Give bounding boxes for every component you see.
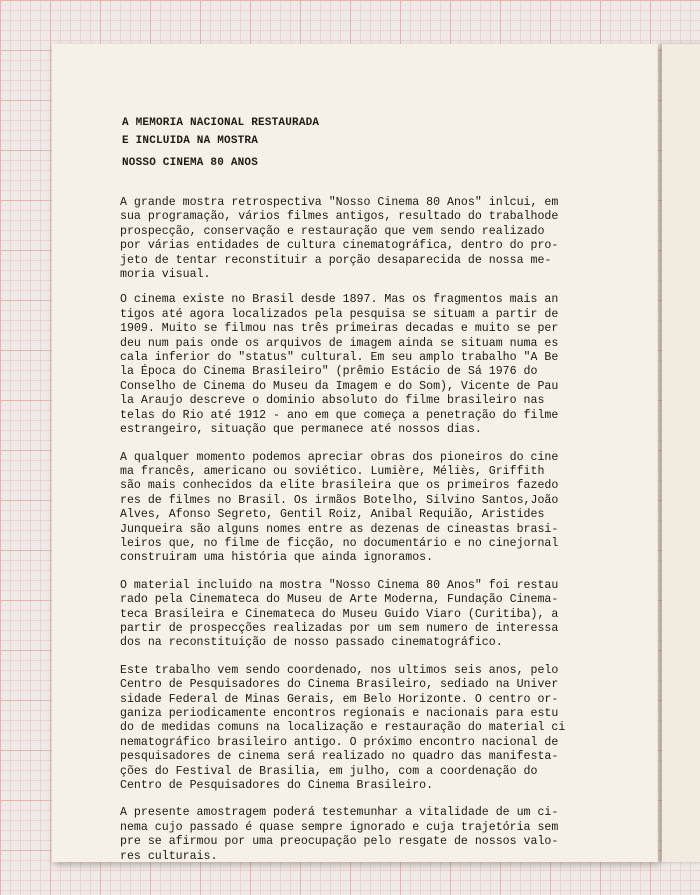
text-line: pre se afirmou por uma preocupação pelo resgate de nossos valo- [120, 835, 559, 849]
text-line: Conselho de Cinema do Museu da Imagem e do Som), Vicente de Pau [120, 379, 559, 393]
text-line: Este trabalho vem sendo coordenado, nos ultimos seis anos, pelo [120, 663, 559, 677]
paragraph-5 [120, 664, 600, 794]
paragraph-6 [120, 806, 600, 864]
paragraph-4 [120, 579, 600, 651]
text-line: A grande mostra retrospectiva "Nosso Cinema 80 Anos" inlcui, em [120, 196, 559, 209]
text-line: construiram uma história que ainda ignoramos. [120, 551, 434, 565]
text-line: O cinema existe no Brasil desde 1897. Mas os fragmentos mais an [120, 293, 559, 307]
text-line: ganiza periodicamente encontros regionais e nacionais para estu [120, 707, 559, 720]
text-line: jeto de tentar reconstituir a porção desaparecida de nossa me- [120, 253, 552, 267]
text-line: tigos até agora localizados pela pesquisa se situam a partir de [120, 307, 559, 321]
text-line: res de filmes no Brasil. Os irmãos Botelho, Silvino Santos,João [120, 493, 559, 507]
text-line: 1909. Muito se filmou nas três primeiras decadas e muito se per [120, 322, 559, 336]
text-line: la Araujo descreve o dominio absoluto do filme brasileiro nas [120, 394, 545, 408]
text-line: do de medidas comuns na localização e restauração do material ci [120, 721, 566, 735]
text-line: nema cujo passado é quase sempre ignorado e cuja trajetória sem [120, 820, 559, 834]
text-line: deu num pais onde os arquivos de imagem ainda se situam numa es [120, 336, 559, 350]
text-line: Centro de Pesquisadores do Cinema Brasileiro, sediado na Univer [120, 678, 559, 692]
text-line: moria visual. [120, 268, 211, 282]
text-line: O material incluido na mostra "Nosso Cinema 80 Anos" foi restau [120, 578, 559, 592]
text-line: estrangeiro, situação que permanece até nossos dias. [120, 423, 482, 437]
text-line: Junqueira são alguns nomes entre as dezenas de cineastas brasi- [120, 522, 559, 536]
text-line: Alves, Afonso Segreto, Gentil Roiz, Anibal Requião, Aristides [120, 508, 545, 522]
text-line: por várias entidades de cultura cinematográfica, dentro do pro- [120, 239, 559, 253]
paragraph-1 [120, 196, 600, 282]
text-line: pesquisadores de cinema será realizado no quadro das manifesta- [120, 750, 559, 764]
text-line: sidade Federal de Minas Gerais, em Belo Horizonte. O centro or- [120, 692, 559, 706]
document-heading [122, 113, 542, 173]
text-line: rado pela Cinemateca do Museu de Arte Moderna, Fundação Cinema- [120, 593, 559, 607]
text-line: res culturais. [120, 849, 218, 863]
text-line: partir de prospecções realizadas por um sem numero de interessa [120, 621, 559, 635]
paragraph-3 [120, 451, 600, 566]
heading-line: E INCLUIDA NA MOSTRA [122, 135, 259, 147]
text-line: telas do Rio até 1912 - ano em que começa a penetração do filme [120, 408, 559, 422]
text-line: dos na reconstituição de nosso passado cinematográfico. [120, 636, 503, 650]
heading-line: A MEMORIA NACIONAL RESTAURADA [122, 117, 320, 129]
text-line: teca Brasileira e Cinemateca do Museu Guido Viaro (Curitiba), a [120, 607, 559, 621]
text-line: cala inferior do "status" cultural. Em seu amplo trabalho "A Be [120, 351, 559, 365]
text-line: ções do Festival de Brasilia, em julho, com a coordenação do [120, 764, 538, 778]
text-line: Centro de Pesquisadores do Cinema Brasileiro. [120, 779, 434, 793]
text-line: ma francês, americano ou soviético. Lumière, Méliès, Griffith [120, 464, 545, 478]
paragraph-2 [120, 293, 600, 437]
text-line: são mais conhecidos da elite brasileira que os primeiros fazedo [120, 479, 559, 493]
document-body [120, 196, 600, 877]
text-line: leiros que, no filme de ficção, no documentário e no cinejornal [120, 536, 559, 550]
text-line: sua programação, vários filmes antigos, resultado do trabalhode [120, 210, 559, 224]
text-line: prospecção, conservação e restauração que vem sendo realizado [120, 224, 545, 238]
text-line: A presente amostragem poderá testemunhar a vitalidade de um ci- [120, 806, 559, 820]
adjacent-paper-sheet [662, 44, 700, 862]
text-line: la Época do Cinema Brasileiro" (prêmio Estácio de Sá 1976 do [120, 365, 538, 379]
heading-line: NOSSO CINEMA 80 ANOS [122, 157, 259, 169]
text-line: A qualquer momento podemos apreciar obras dos pioneiros do cine [120, 450, 559, 464]
text-line: nematográfico brasileiro antigo. O próximo encontro nacional de [120, 735, 559, 749]
